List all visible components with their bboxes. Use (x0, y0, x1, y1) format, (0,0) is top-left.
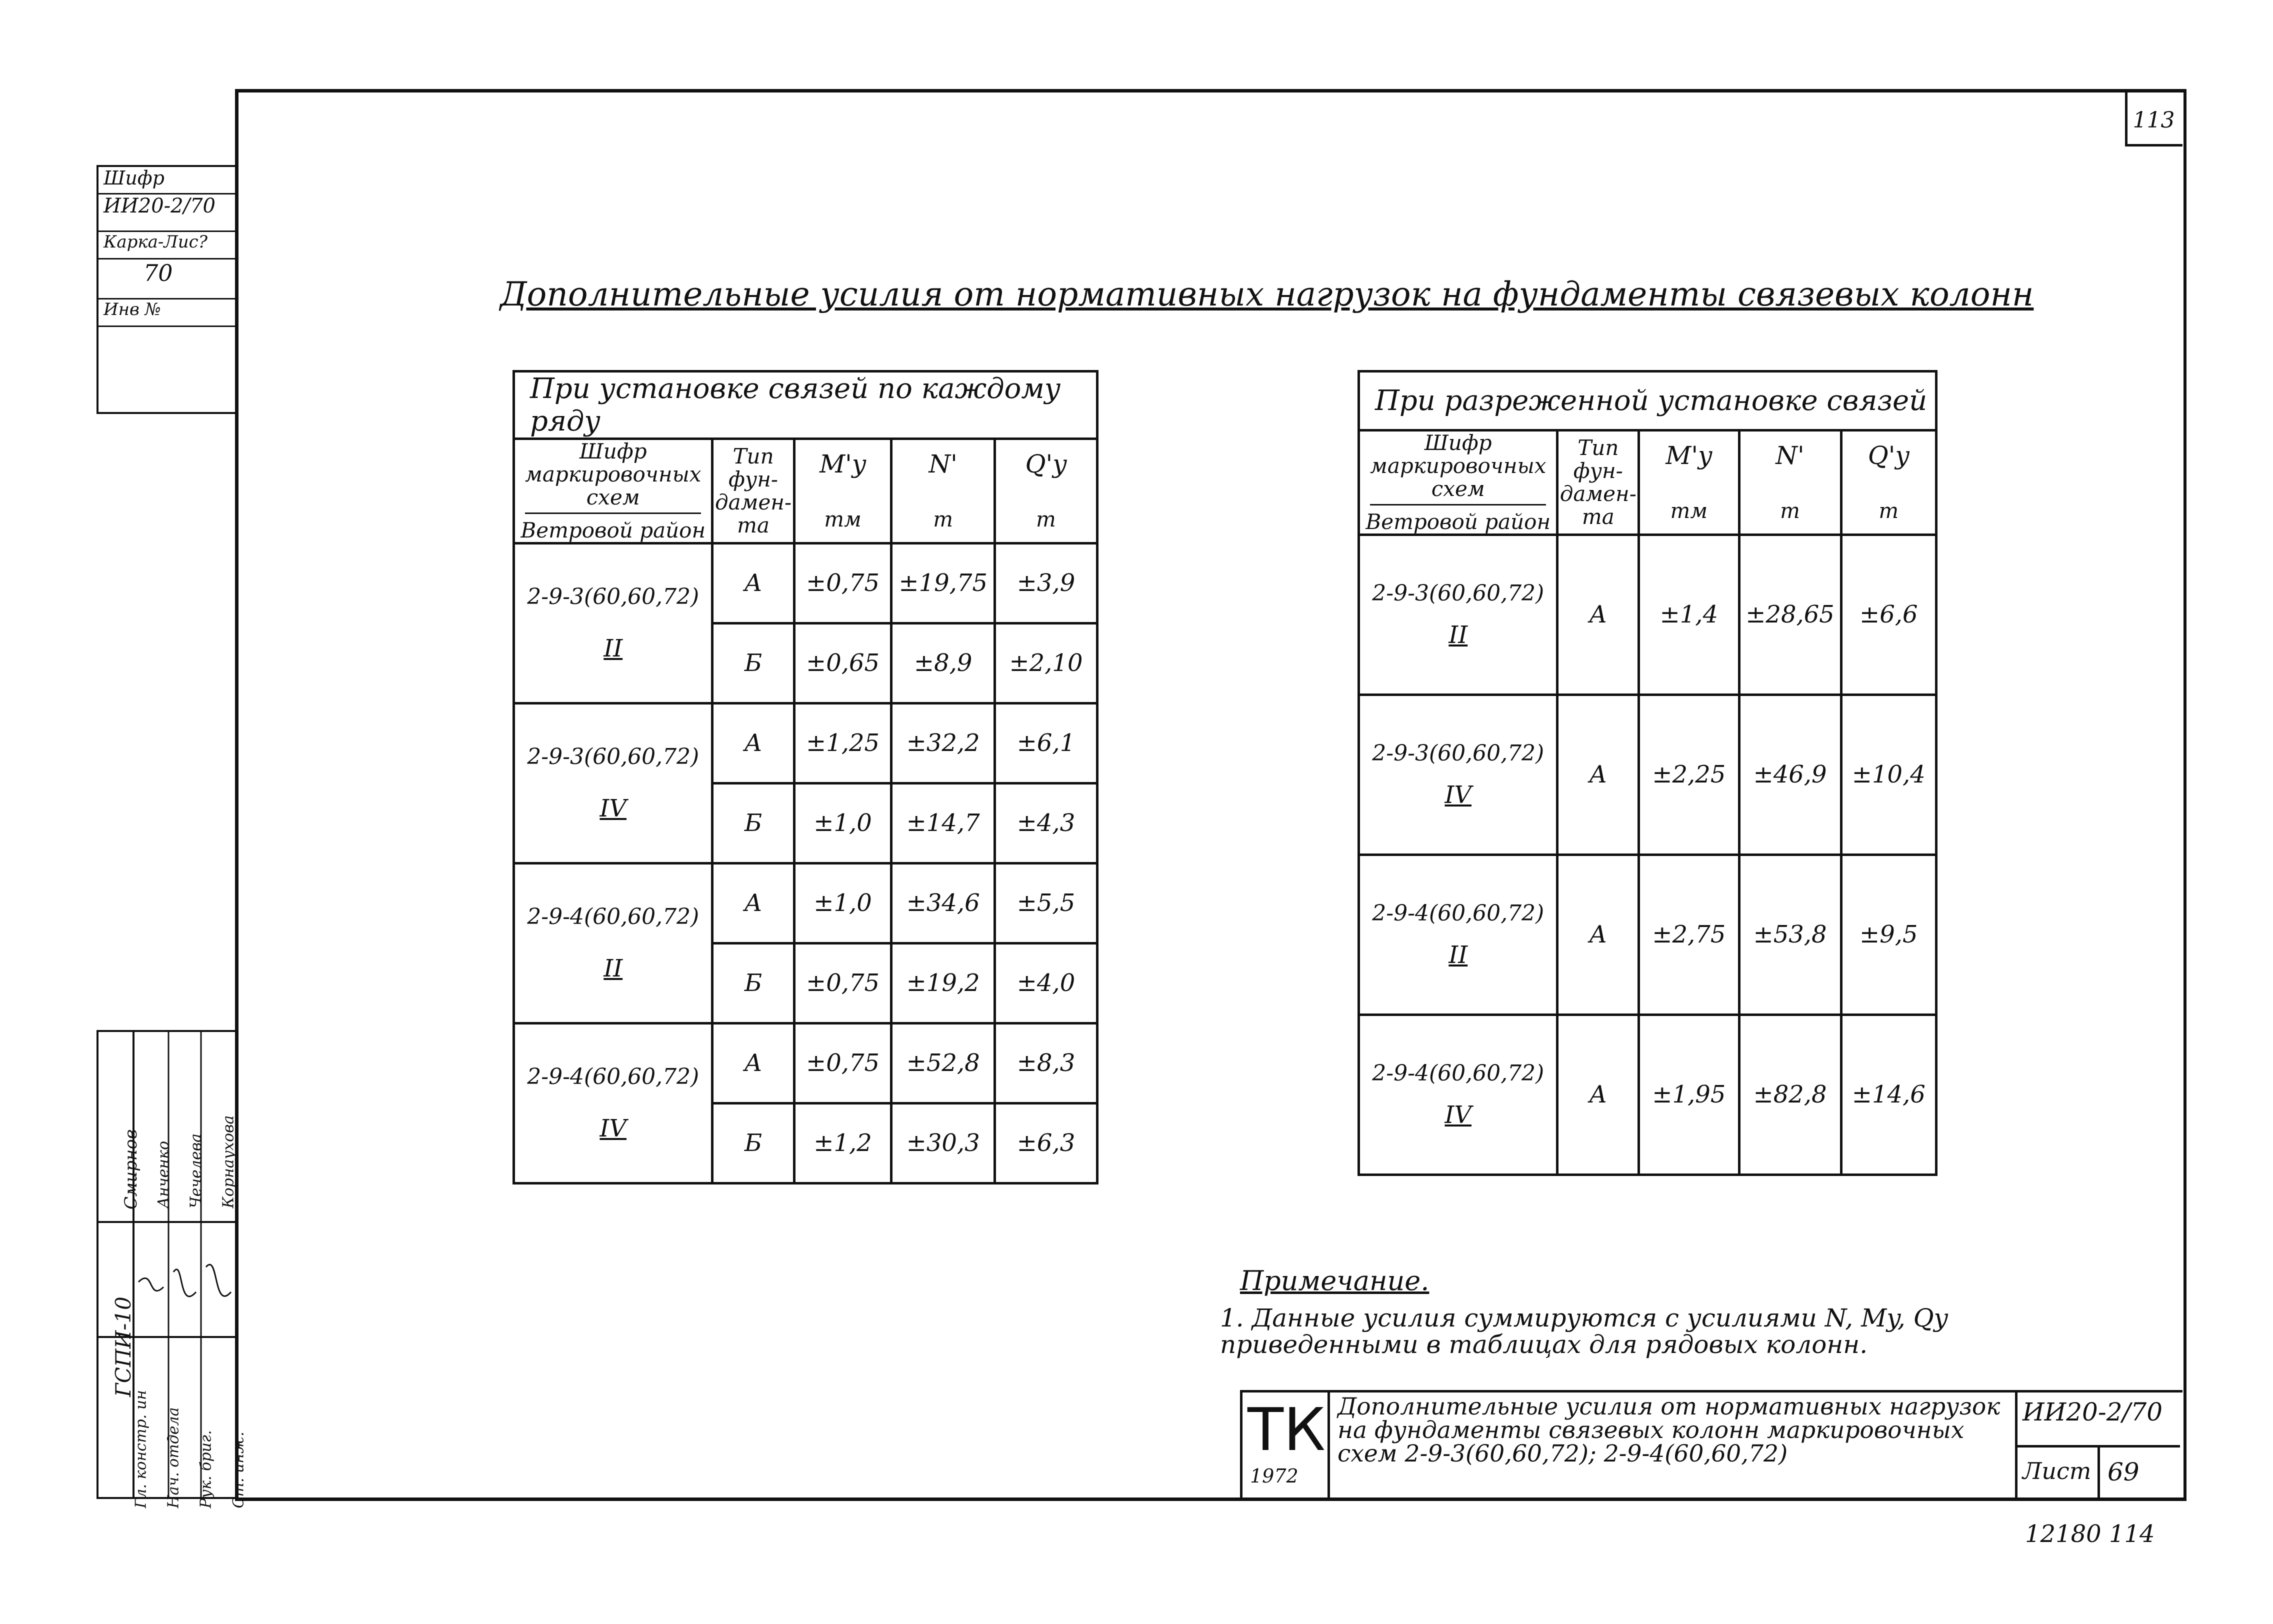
header-wind: Ветровой район (1366, 509, 1551, 534)
n-cell: ±53,8 (1739, 854, 1841, 1014)
district-label: IV (600, 794, 627, 822)
district-label: IV (1444, 780, 1472, 809)
district-label: II (604, 634, 623, 662)
m-cell: ±0,75 (794, 543, 892, 623)
scheme-cell (514, 863, 712, 1023)
left-table-caption: При установке связей по каждому ряду (514, 372, 1098, 439)
q-cell: ±4,0 (994, 943, 1097, 1023)
header-type: Тип фун- дамен- та (712, 439, 794, 544)
inv-value (98, 327, 237, 377)
album-sheet-label: Карка-Лис? (98, 232, 237, 260)
type-cell: Б (712, 1103, 794, 1183)
q-cell: ±8,3 (994, 1023, 1097, 1103)
sheet-number: 113 (2132, 108, 2175, 133)
type-cell: А (712, 543, 794, 623)
scheme-cell (514, 543, 712, 703)
type-cell: Б (712, 783, 794, 863)
note-title: Примечание. (1240, 1265, 1430, 1296)
header-scheme-cell (1359, 430, 1558, 535)
m-cell: ±1,95 (1639, 1014, 1739, 1174)
n-cell: ±32,2 (892, 703, 994, 783)
type-cell: А (1558, 1014, 1639, 1174)
bottom-numbers: 12180 114 (2025, 1520, 2155, 1548)
stamp-year: 1972 (1250, 1465, 1298, 1487)
type-cell: А (1558, 534, 1639, 694)
cipher-value: ИИ20-2/70 (98, 194, 237, 232)
district-label: II (1448, 940, 1468, 969)
scheme-label: 2-9-4(60,60,72) (527, 1064, 700, 1090)
district-label: II (1448, 620, 1468, 649)
side-name-4: Корнаухова (220, 1115, 238, 1208)
scheme-label: 2-9-4(60,60,72) (1372, 1060, 1544, 1086)
album-sheet-value: 70 (98, 260, 237, 300)
scheme-cell (1359, 534, 1558, 694)
district-label: IV (600, 1114, 627, 1142)
stamp-divider (2098, 1445, 2100, 1498)
q-cell: ±9,5 (1841, 854, 1936, 1014)
header-scheme: Шифр маркировочных схем (1370, 432, 1546, 506)
q-cell: ±2,10 (994, 623, 1097, 703)
left-table (512, 370, 1098, 1184)
m-cell: ±1,0 (794, 783, 892, 863)
header-m-cell (1639, 430, 1739, 535)
scheme-label: 2-9-3(60,60,72) (1372, 580, 1544, 606)
header-n-cell (892, 439, 994, 544)
scheme-cell (1359, 694, 1558, 854)
m-cell: ±2,25 (1639, 694, 1739, 854)
header-n-cell (1739, 430, 1841, 535)
header-q-unit: т (1036, 507, 1056, 532)
header-n: N' (1776, 441, 1804, 470)
scheme-label: 2-9-3(60,60,72) (527, 744, 700, 770)
type-cell: А (1558, 694, 1639, 854)
q-cell: ±6,1 (994, 703, 1097, 783)
q-cell: ±6,6 (1841, 534, 1936, 694)
stamp-code: ИИ20-2/70 (2022, 1398, 2163, 1426)
scheme-label: 2-9-4(60,60,72) (527, 904, 700, 930)
q-cell: ±14,6 (1841, 1014, 1936, 1174)
header-q-cell (994, 439, 1097, 544)
header-m: M'y (1666, 441, 1712, 470)
stamp-logo: ТК (1248, 1395, 1326, 1464)
scheme-label: 2-9-4(60,60,72) (1372, 900, 1544, 926)
header-m-unit: тм (1670, 498, 1708, 524)
header-wind: Ветровой район (520, 518, 706, 542)
cipher-label: Шифр (98, 167, 237, 194)
n-cell: ±52,8 (892, 1023, 994, 1103)
scheme-label: 2-9-3(60,60,72) (527, 584, 700, 610)
q-cell: ±4,3 (994, 783, 1097, 863)
side-stamp (96, 1030, 248, 1508)
type-cell: Б (712, 623, 794, 703)
scheme-label: 2-9-3(60,60,72) (1372, 740, 1544, 766)
q-cell: ±6,3 (994, 1103, 1097, 1183)
side-role-1: Гл. констр. ин (132, 1390, 150, 1508)
type-cell: А (712, 863, 794, 943)
side-name-3: Чечелева (187, 1133, 205, 1208)
n-cell: ±14,7 (892, 783, 994, 863)
n-cell: ±19,75 (892, 543, 994, 623)
type-cell: А (712, 1023, 794, 1103)
type-cell: Б (712, 943, 794, 1023)
n-cell: ±30,3 (892, 1103, 994, 1183)
m-cell: ±0,65 (794, 623, 892, 703)
stamp-sheet-label: Лист (2022, 1458, 2092, 1484)
side-role-4: Ст. инж. (230, 1432, 248, 1508)
m-cell: ±0,75 (794, 943, 892, 1023)
q-cell: ±5,5 (994, 863, 1097, 943)
right-table-caption: При разреженной установке связей (1359, 372, 1936, 430)
header-n-unit: т (1780, 498, 1800, 524)
stamp-divider (2015, 1390, 2018, 1498)
header-q: Q'y (1868, 441, 1910, 470)
header-m-cell (794, 439, 892, 544)
n-cell: ±34,6 (892, 863, 994, 943)
stamp-sheet-value: 69 (2108, 1458, 2140, 1486)
header-q-cell (1841, 430, 1936, 535)
n-cell: ±82,8 (1739, 1014, 1841, 1174)
stamp-divider (1328, 1390, 1330, 1498)
scheme-cell (514, 703, 712, 863)
right-table (1358, 370, 1938, 1176)
n-cell: ±19,2 (892, 943, 994, 1023)
side-org: ГСПИ-10 (111, 1296, 136, 1397)
header-scheme-cell (514, 439, 712, 544)
district-label: II (604, 954, 623, 982)
header-m-unit: тм (824, 507, 862, 532)
header-q-unit: т (1878, 498, 1899, 524)
note-text: 1. Данные усилия суммируются с усилиями N, My, Qy приведенными в таблицах для рядовых колонн. (1220, 1304, 1948, 1359)
header-q: Q'y (1025, 450, 1067, 479)
scheme-cell (514, 1023, 712, 1183)
side-role-3: Рук. бриг. (197, 1430, 215, 1508)
left-strip (96, 165, 237, 414)
n-cell: ±8,9 (892, 623, 994, 703)
scheme-cell (1359, 854, 1558, 1014)
m-cell: ±1,4 (1639, 534, 1739, 694)
m-cell: ±2,75 (1639, 854, 1739, 1014)
side-name-2: Анченко (154, 1140, 172, 1208)
side-name-1: Смирнов (121, 1129, 141, 1210)
m-cell: ±1,0 (794, 863, 892, 943)
m-cell: ±0,75 (794, 1023, 892, 1103)
side-role-2: Нач. отдела (164, 1407, 182, 1508)
q-cell: ±10,4 (1841, 694, 1936, 854)
type-cell: А (712, 703, 794, 783)
n-cell: ±28,65 (1739, 534, 1841, 694)
header-m: M'y (819, 450, 866, 479)
header-scheme: Шифр маркировочных схем (525, 440, 701, 514)
header-n: N' (928, 450, 958, 479)
m-cell: ±1,25 (794, 703, 892, 783)
header-type: Тип фун- дамен- та (1558, 430, 1639, 535)
header-n-unit: т (933, 507, 954, 532)
type-cell: А (1558, 854, 1639, 1014)
scheme-cell (1359, 1014, 1558, 1174)
inv-label: Инв № (98, 300, 237, 327)
m-cell: ±1,2 (794, 1103, 892, 1183)
district-label: IV (1444, 1100, 1472, 1129)
document-title: Дополнительные усилия от нормативных нагрузок на фундаменты связевых колонн (500, 275, 2034, 314)
stamp-description: Дополнительные усилия от нормативных нагрузок на фундаменты связевых колонн маркировочных схем 2-9-3(60,60,72); 2-9-4(60,60,72) (1338, 1393, 2000, 1468)
q-cell: ±3,9 (994, 543, 1097, 623)
n-cell: ±46,9 (1739, 694, 1841, 854)
